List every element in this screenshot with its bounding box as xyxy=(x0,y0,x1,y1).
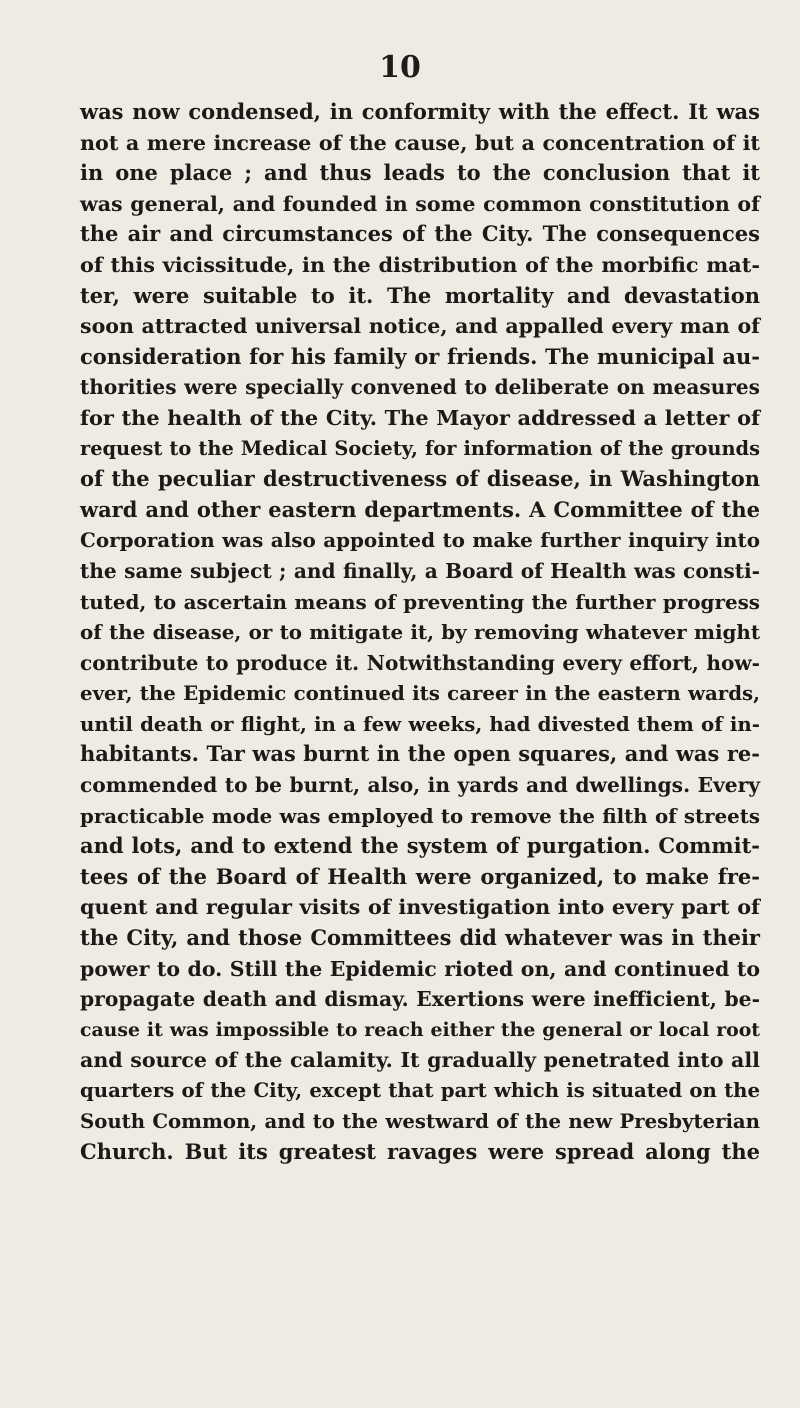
text-line: thorities were specially convened to deliberate on measures xyxy=(80,375,760,400)
text-line: and source of the calamity. It gradually penetrated into all xyxy=(80,1048,760,1073)
text-line: the City, and those Committees did whatever was in their xyxy=(80,925,760,951)
text-line: not a mere increase of the cause, but a concentration of it xyxy=(80,130,760,155)
text-line: soon attracted universal notice, and appalled every man of xyxy=(80,314,760,339)
text-line: until death or flight, in a few weeks, had divested them of in- xyxy=(80,711,760,736)
text-line: South Common, and to the westward of the new Presbyterian xyxy=(80,1109,760,1133)
text-line: power to do. Still the Epidemic rioted on, and continued to xyxy=(80,956,760,981)
text-line: of the peculiar destructiveness of disease, in Washington xyxy=(80,466,760,492)
text-line: propagate death and dismay. Exertions were inefficient, be- xyxy=(80,987,760,1012)
text-line: tees of the Board of Health were organized, to make fre- xyxy=(80,863,760,889)
text-line: commended to be burnt, also, in yards and dwellings. Every xyxy=(80,773,760,798)
text-line: contribute to produce it. Notwithstanding every effort, how- xyxy=(80,650,760,675)
text-line: for the health of the City. The Mayor addressed a letter of xyxy=(80,404,760,430)
text-line: was now condensed, in conformity with the effect. It was xyxy=(80,99,760,124)
text-line: ever, the Epidemic continued its career in the eastern wards, xyxy=(80,681,760,706)
text-line: ward and other eastern departments. A Committee of the xyxy=(80,496,760,522)
text-line: of this vicissitude, in the distribution of the morbific mat- xyxy=(80,251,760,277)
text-line: practicable mode was employed to remove the filth of streets xyxy=(80,803,760,828)
text-line: the same subject ; and finally, a Board of Health was consti- xyxy=(80,558,760,583)
text-line: the air and circumstances of the City. The consequences xyxy=(80,221,760,247)
text-line: in one place ; and thus leads to the conclusion that it xyxy=(80,160,760,186)
page-number: 10 xyxy=(379,50,421,85)
text-line: ter, were suitable to it. The mortality and devastation xyxy=(80,282,760,308)
text-line: quarters of the City, except that part which is situated on the xyxy=(80,1079,760,1102)
text-line: was general, and founded in some common constitution of xyxy=(80,191,760,216)
text-line: of the disease, or to mitigate it, by removing whatever might xyxy=(80,620,760,645)
text-line: request to the Medical Society, for information of the grounds xyxy=(80,436,760,460)
text-line: and lots, and to extend the system of purgation. Commit- xyxy=(80,833,760,859)
text-line: Church. But its greatest ravages were spread along the xyxy=(80,1139,760,1165)
body-text xyxy=(80,97,760,1168)
text-line: cause it was impossible to reach either the general or local root xyxy=(80,1018,760,1041)
text-line: tuted, to ascertain means of preventing the further progress xyxy=(80,589,760,614)
text-line: quent and regular visits of investigation into every part of xyxy=(80,894,760,920)
text-line: consideration for his family or friends. The municipal au- xyxy=(80,343,760,369)
text-line: habitants. Tar was burnt in the open squares, and was re- xyxy=(80,741,760,767)
text-line: Corporation was also appointed to make further inquiry into xyxy=(80,528,760,553)
